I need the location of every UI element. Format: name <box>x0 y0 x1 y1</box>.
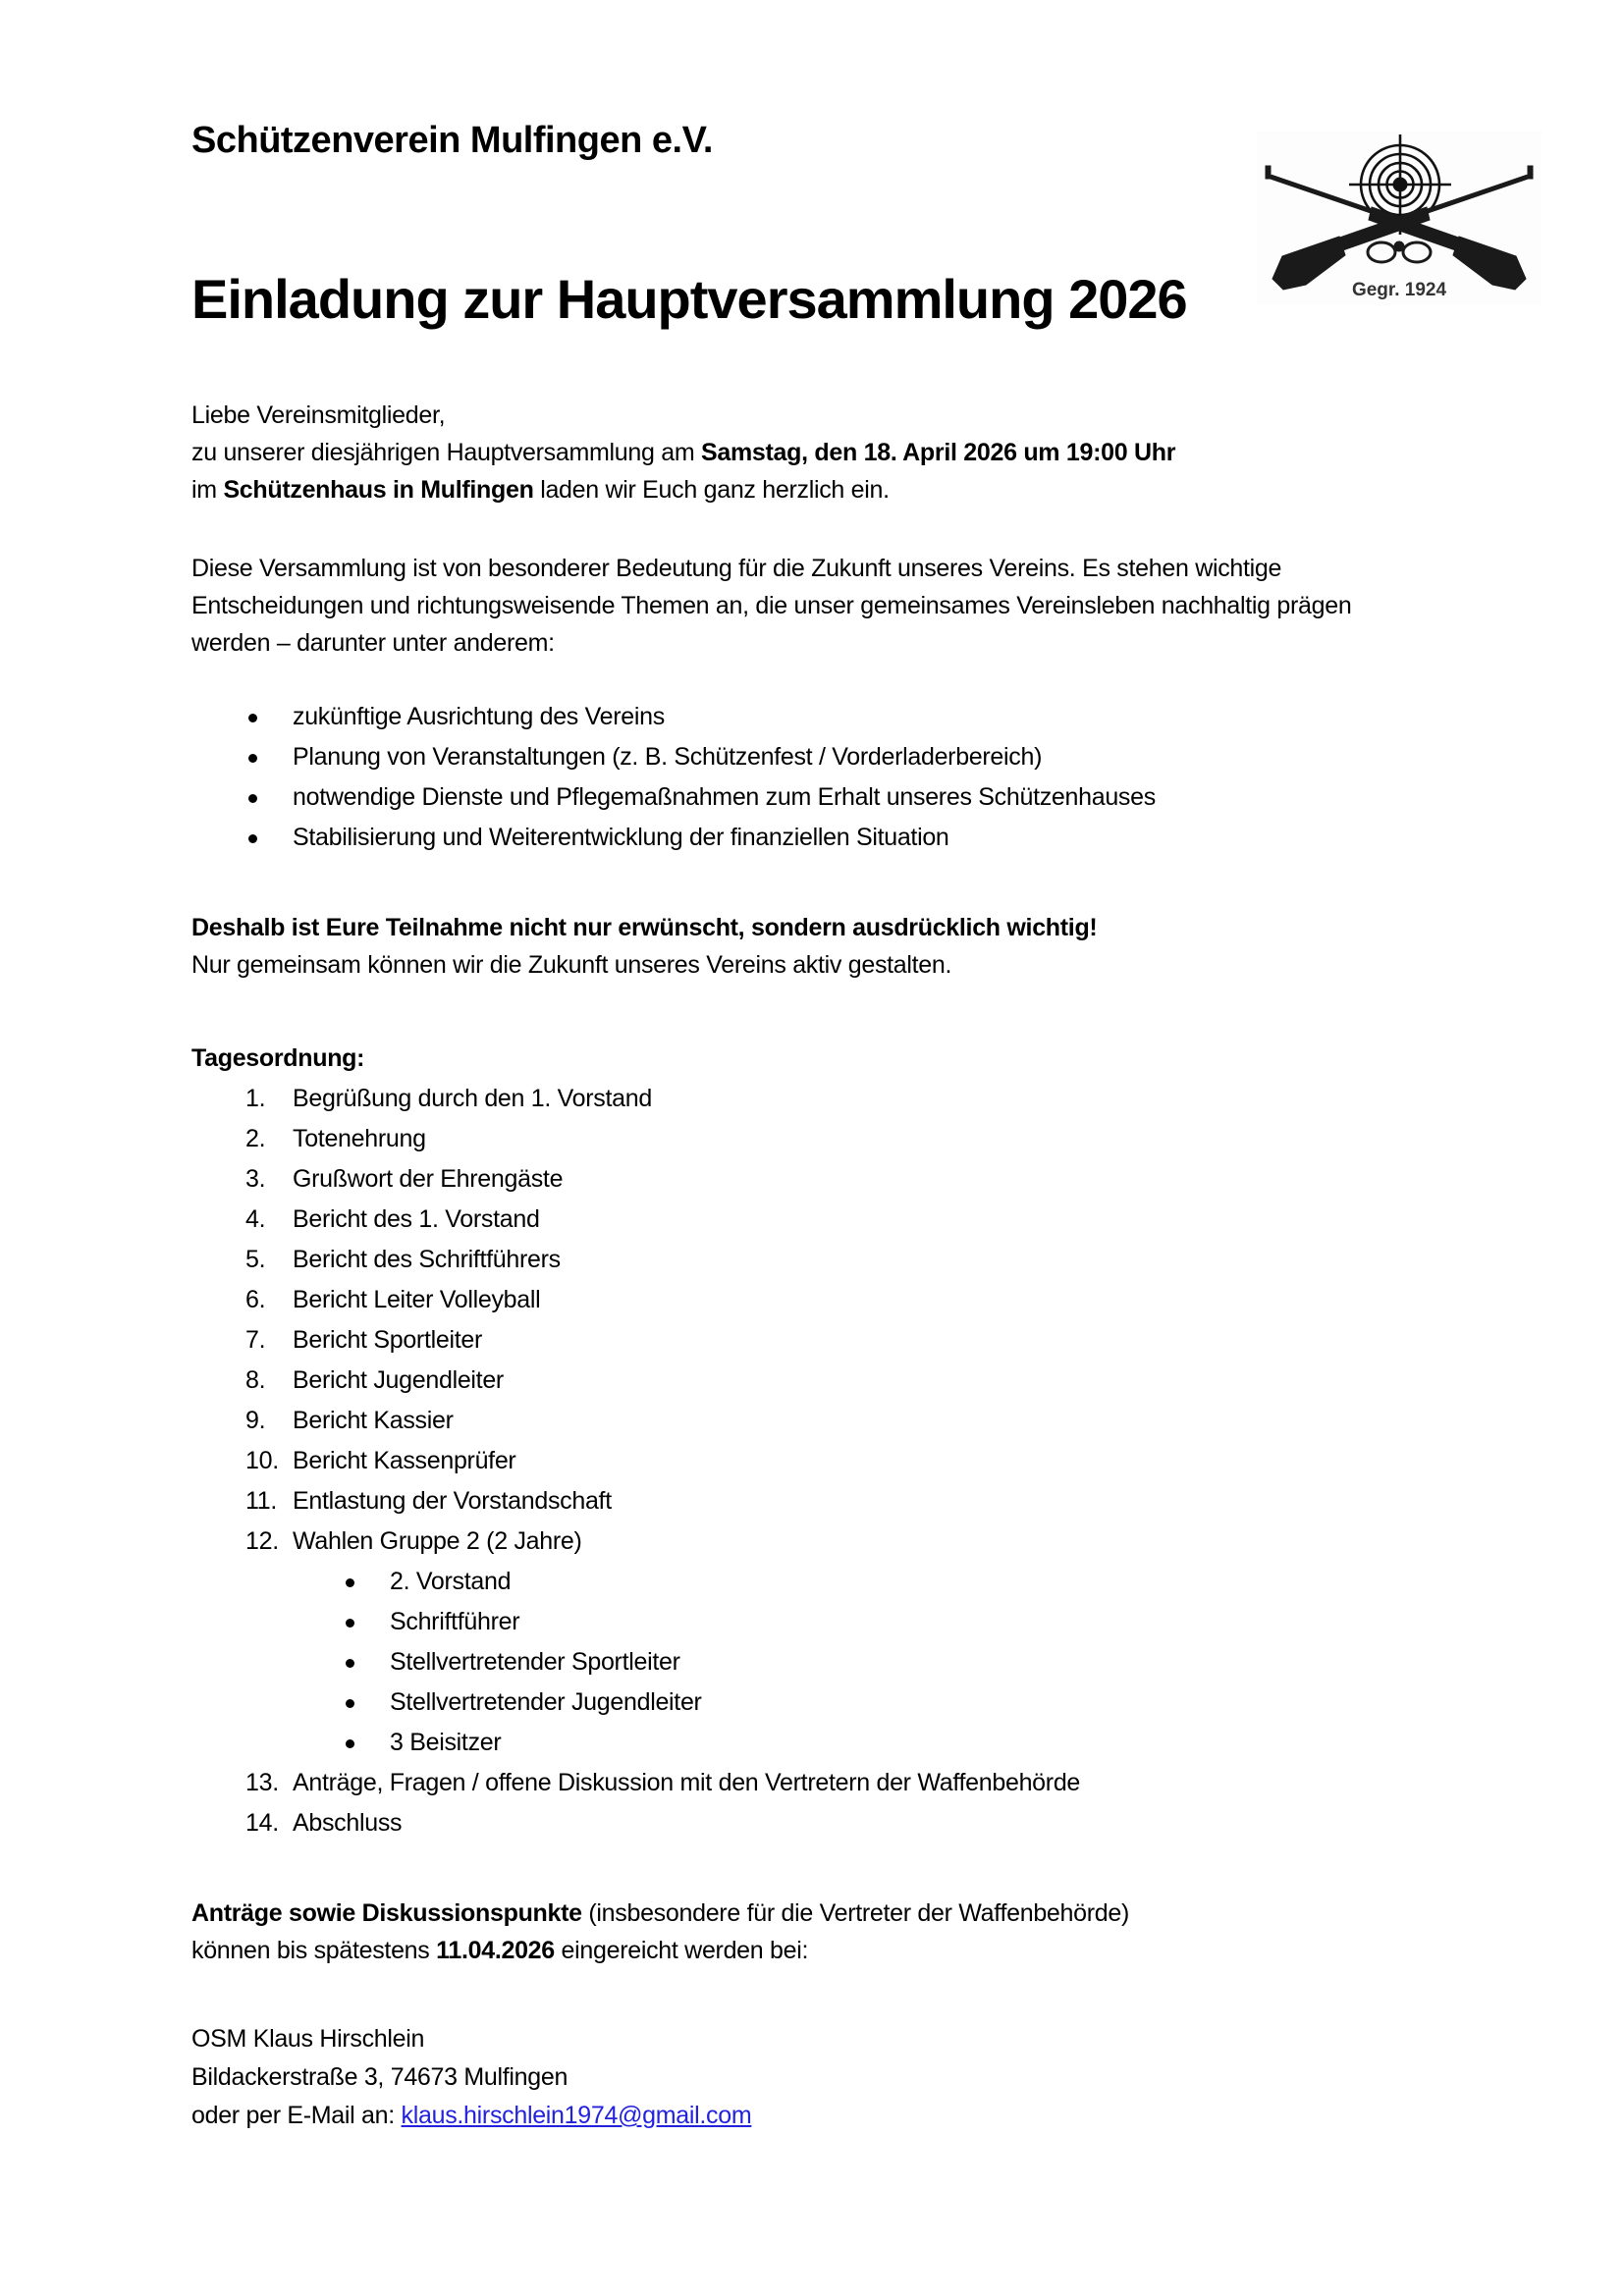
agenda-item: 12. Wahlen Gruppe 2 (2 Jahre) <box>245 1527 582 1555</box>
topics-list <box>191 697 1419 858</box>
agenda-list <box>191 1079 1419 1562</box>
agenda-item: 9. Bericht Kassier <box>245 1407 454 1434</box>
agenda-subitem: Stellvertretender Sportleiter <box>191 1642 1419 1682</box>
emphasis-bold-line: Deshalb ist Eure Teilnahme nicht nur erwünscht, sondern ausdrücklich wichtig! <box>191 914 1098 941</box>
bullet-icon <box>248 794 257 803</box>
bullet-icon <box>248 834 257 843</box>
agenda-subitem: 3 Beisitzer <box>191 1723 1419 1763</box>
bullet-icon <box>346 1739 354 1748</box>
club-name: Schützenverein Mulfingen e.V. <box>191 120 713 161</box>
greeting-line-3: im Schützenhaus in Mulfingen laden wir Euch ganz herzlich ein. <box>191 476 890 504</box>
agenda-item: 1. Begrüßung durch den 1. Vorstand <box>245 1085 652 1112</box>
submission-deadline: 11.04.2026 <box>436 1937 555 1964</box>
email-link[interactable]: klaus.hirschlein1974@gmail.com <box>401 2102 752 2129</box>
meeting-location: Schützenhaus in Mulfingen <box>223 476 534 504</box>
greeting-paragraph <box>191 397 1419 508</box>
agenda-item: 11. Entlastung der Vorstandschaft <box>245 1487 612 1515</box>
agenda-item: 6. Bericht Leiter Volleyball <box>245 1286 541 1313</box>
agenda-item: 5. Bericht des Schriftführers <box>245 1246 561 1273</box>
contact-block <box>191 2020 1419 2135</box>
bullet-icon <box>346 1578 354 1587</box>
bullet-icon <box>248 754 257 763</box>
bullet-icon <box>346 1619 354 1628</box>
bullet-icon <box>248 714 257 722</box>
agenda-subitem: Stellvertretender Jugendleiter <box>191 1682 1419 1723</box>
emphasis-paragraph <box>191 909 1419 984</box>
greeting-line-1: Liebe Vereinsmitglieder, <box>191 401 446 429</box>
greeting-line-2: zu unserer diesjährigen Hauptversammlung am Samstag, den 18. April 2026 um 19:00 Uhr <box>191 439 1176 466</box>
page-title: Einladung zur Hauptversammlung 2026 <box>191 268 1187 330</box>
agenda-item: 8. Bericht Jugendleiter <box>245 1366 504 1394</box>
agenda-item: 13. Anträge, Fragen / offene Diskussion mit den Vertretern der Waffenbehörde <box>245 1769 1081 1796</box>
contact-name: OSM Klaus Hirschlein <box>191 2025 425 2053</box>
contact-address: Bildackerstraße 3, 74673 Mulfingen <box>191 2063 568 2091</box>
agenda-list-continued <box>191 1763 1419 1843</box>
submission-paragraph <box>191 1895 1419 1969</box>
document-content <box>191 0 1419 2135</box>
topic-item: notwendige Dienste und Pflegemaßnahmen zum Erhalt unseres Schützenhauses <box>191 777 1419 818</box>
agenda-subitem: Schriftführer <box>191 1602 1419 1642</box>
bullet-icon <box>346 1699 354 1708</box>
topic-item: zukünftige Ausrichtung des Vereins <box>191 697 1419 737</box>
agenda-item: 2. Totenehrung <box>245 1125 426 1152</box>
submission-line-1: Anträge sowie Diskussionspunkte (insbesondere für die Vertreter der Waffenbehörde) <box>191 1899 1129 1927</box>
agenda-item: 10. Bericht Kassenprüfer <box>245 1447 516 1474</box>
agenda-heading: Tagesordnung: <box>191 1044 365 1072</box>
agenda-subitems-list <box>191 1562 1419 1763</box>
topic-item: Stabilisierung und Weiterentwicklung der finanziellen Situation <box>191 818 1419 858</box>
topic-item: Planung von Veranstaltungen (z. B. Schützenfest / Vorderladerbereich) <box>191 737 1419 777</box>
meeting-datetime: Samstag, den 18. April 2026 um 19:00 Uhr <box>701 439 1176 466</box>
intro-paragraph: Diese Versammlung ist von besonderer Bedeutung für die Zukunft unseres Vereins. Es stehen wichtige Entscheidungen und richtungsweisende Themen an, die unser gemeinsames Vereinsleben nachhaltig prägen werden – darunter unter anderem: <box>191 555 1352 657</box>
contact-email-line: oder per E-Mail an: klaus.hirschlein1974@gmail.com <box>191 2102 752 2129</box>
agenda-subitem: 2. Vorstand <box>191 1562 1419 1602</box>
bullet-icon <box>346 1659 354 1668</box>
logo-caption: Gegr. 1924 <box>1351 280 1447 300</box>
agenda-item: 14. Abschluss <box>245 1809 403 1837</box>
emphasis-normal-line: Nur gemeinsam können wir die Zukunft unseres Vereins aktiv gestalten. <box>191 951 952 979</box>
submission-line-2: können bis spätestens 11.04.2026 eingereicht werden bei: <box>191 1937 809 1964</box>
agenda-item: 3. Grußwort der Ehrengäste <box>245 1165 564 1193</box>
agenda-item: 7. Bericht Sportleiter <box>245 1326 482 1354</box>
agenda-item: 4. Bericht des 1. Vorstand <box>245 1205 540 1233</box>
